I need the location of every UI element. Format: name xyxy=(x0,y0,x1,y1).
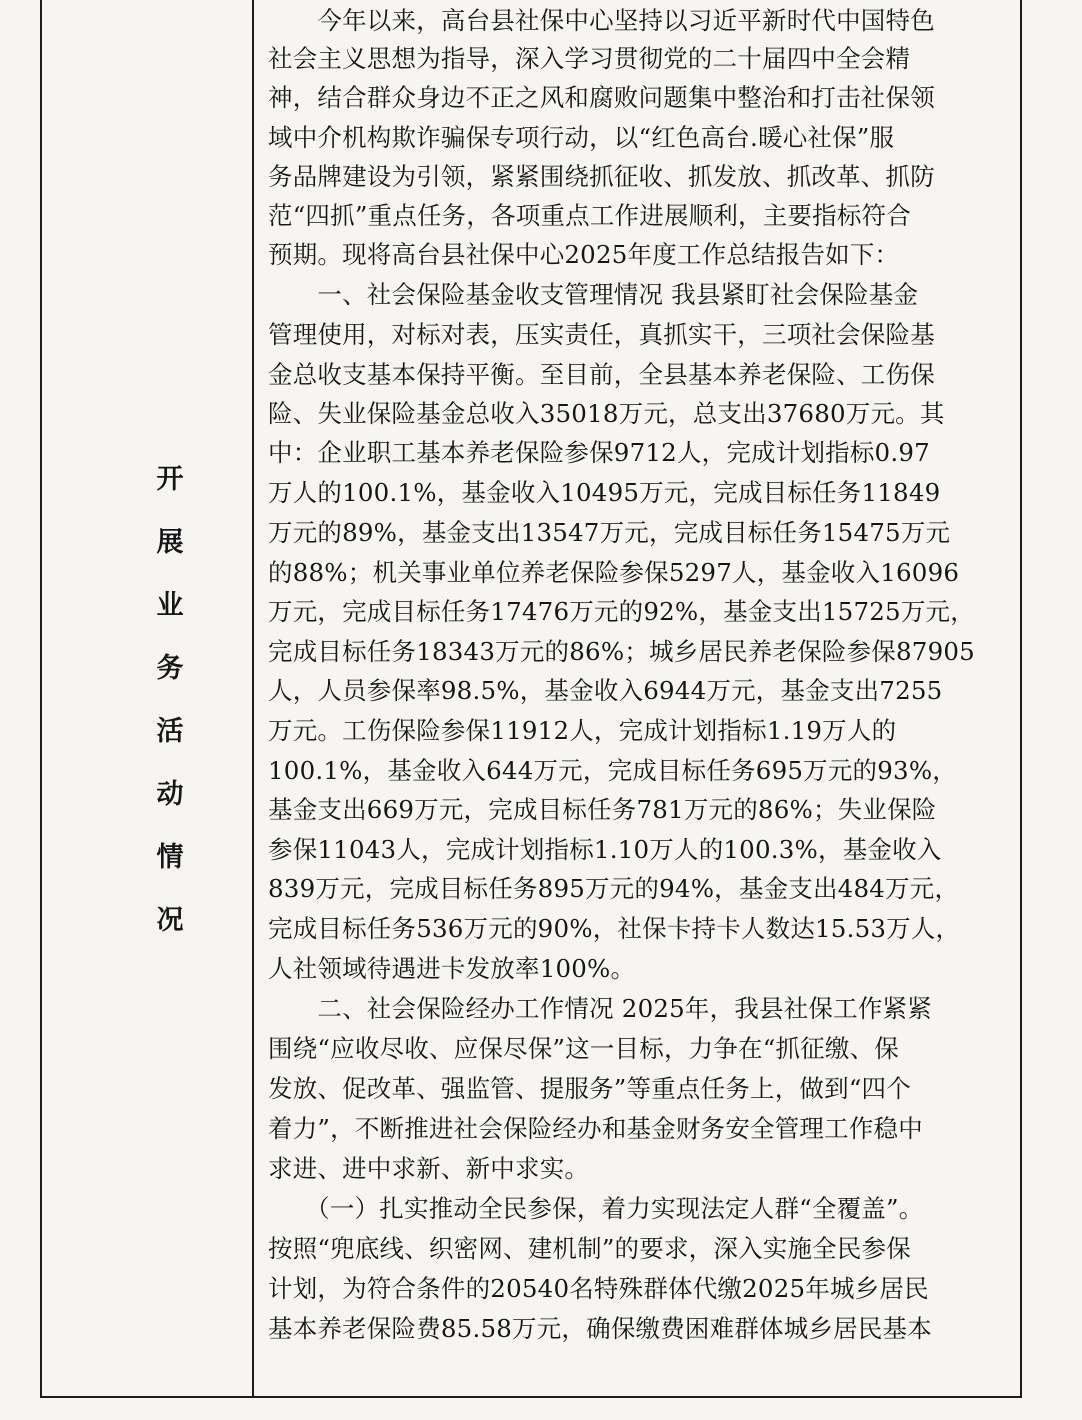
text-line: 发放、促改革、强监管、提服务”等重点任务上，做到“四个 xyxy=(268,1074,911,1103)
text-line: 金总收支基本保持平衡。至目前，全县基本养老保险、工伤保 xyxy=(268,360,935,389)
label-char: 开 xyxy=(156,464,184,495)
text-line: 着力”，不断推进社会保险经办和基金财务安全管理工作稳中 xyxy=(268,1114,923,1143)
text-line: 域中介机构欺诈骗保专项行动，以“红色高台.暖心社保”服 xyxy=(268,123,895,152)
text-line: 人，人员参保率98.5%，基金收入6944万元，基金支出7255 xyxy=(268,676,943,705)
text-line: 范“四抓”重点任务，各项重点工作进展顺利，主要指标符合 xyxy=(268,201,911,230)
text-line: 基本养老保险费85.58万元，确保缴费困难群体城乡居民基本 xyxy=(268,1314,932,1343)
text-line: 参保11043人，完成计划指标1.10万人的100.3%，基金收入 xyxy=(268,835,942,864)
label-char: 务 xyxy=(156,653,184,684)
text-line: 839万元，完成目标任务895万元的94%，基金支出484万元， xyxy=(268,874,960,903)
text-line: 万元，完成目标任务17476万元的92%，基金支出15725万元， xyxy=(268,597,975,626)
text-line: 险、失业保险基金总收入35018万元，总支出37680万元。其 xyxy=(268,399,945,428)
text-line: 中：企业职工基本养老保险参保9712人，完成计划指标0.97 xyxy=(268,438,930,467)
text-line: 社会主义思想为指导，深入学习贯彻党的二十届四中全会精 xyxy=(268,44,911,73)
column-divider xyxy=(252,0,254,1398)
text-line: 求进、进中求新、新中求实。 xyxy=(268,1154,590,1183)
label-char: 活 xyxy=(156,716,184,747)
text-line: 一、社会保险基金收支管理情况 我县紧盯社会保险基金 xyxy=(268,280,919,309)
label-char: 展 xyxy=(156,527,184,558)
label-char: 动 xyxy=(156,779,184,810)
text-line: 务品牌建设为引领，紧紧围绕抓征收、抓发放、抓改革、抓防 xyxy=(268,162,935,191)
text-line: 人社领域待遇进卡发放率100%。 xyxy=(268,954,636,983)
text-line: 今年以来，高台县社保中心坚持以习近平新时代中国特色 xyxy=(268,6,935,35)
text-line: （一）扎实推动全民参保，着力实现法定人群“全覆盖”。 xyxy=(268,1194,924,1223)
text-line: 按照“兜底线、织密网、建机制”的要求，深入实施全民参保 xyxy=(268,1234,911,1263)
text-line: 预期。现将高台县社保中心2025年度工作总结报告如下： xyxy=(268,240,900,269)
text-line: 计划，为符合条件的20540名特殊群体代缴2025年城乡居民 xyxy=(268,1274,929,1303)
text-line: 万元的89%，基金支出13547万元，完成目标任务15475万元 xyxy=(268,518,951,547)
text-line: 二、社会保险经办工作情况 2025年，我县社保工作紧紧 xyxy=(268,994,932,1023)
text-line: 基金支出669万元，完成目标任务781万元的86%；失业保险 xyxy=(268,795,937,824)
text-line: 围绕“应收尽收、应保尽保”这一目标，力争在“抓征缴、保 xyxy=(268,1034,899,1063)
label-char: 业 xyxy=(156,590,184,621)
text-line: 100.1%，基金收入644万元，完成目标任务695万元的93%， xyxy=(268,756,957,785)
label-char: 况 xyxy=(156,905,184,936)
text-line: 的88%；机关事业单位养老保险参保5297人，基金收入16096 xyxy=(268,558,960,587)
text-line: 神，结合群众身边不正之风和腐败问题集中整治和打击社保领 xyxy=(268,83,935,112)
label-char: 情 xyxy=(156,842,184,873)
text-line: 完成目标任务536万元的90%，社保卡持卡人数达15.53万人， xyxy=(268,914,961,943)
text-line: 万元。工伤保险参保11912人，完成计划指标1.19万人的 xyxy=(268,716,897,745)
text-line: 管理使用，对标对表，压实责任，真抓实干，三项社会保险基 xyxy=(268,320,935,349)
text-line: 万人的100.1%，基金收入10495万元，完成目标任务11849 xyxy=(268,478,941,507)
row-label xyxy=(140,448,200,952)
text-line: 完成目标任务18343万元的86%；城乡居民养老保险参保87905 xyxy=(268,637,975,666)
